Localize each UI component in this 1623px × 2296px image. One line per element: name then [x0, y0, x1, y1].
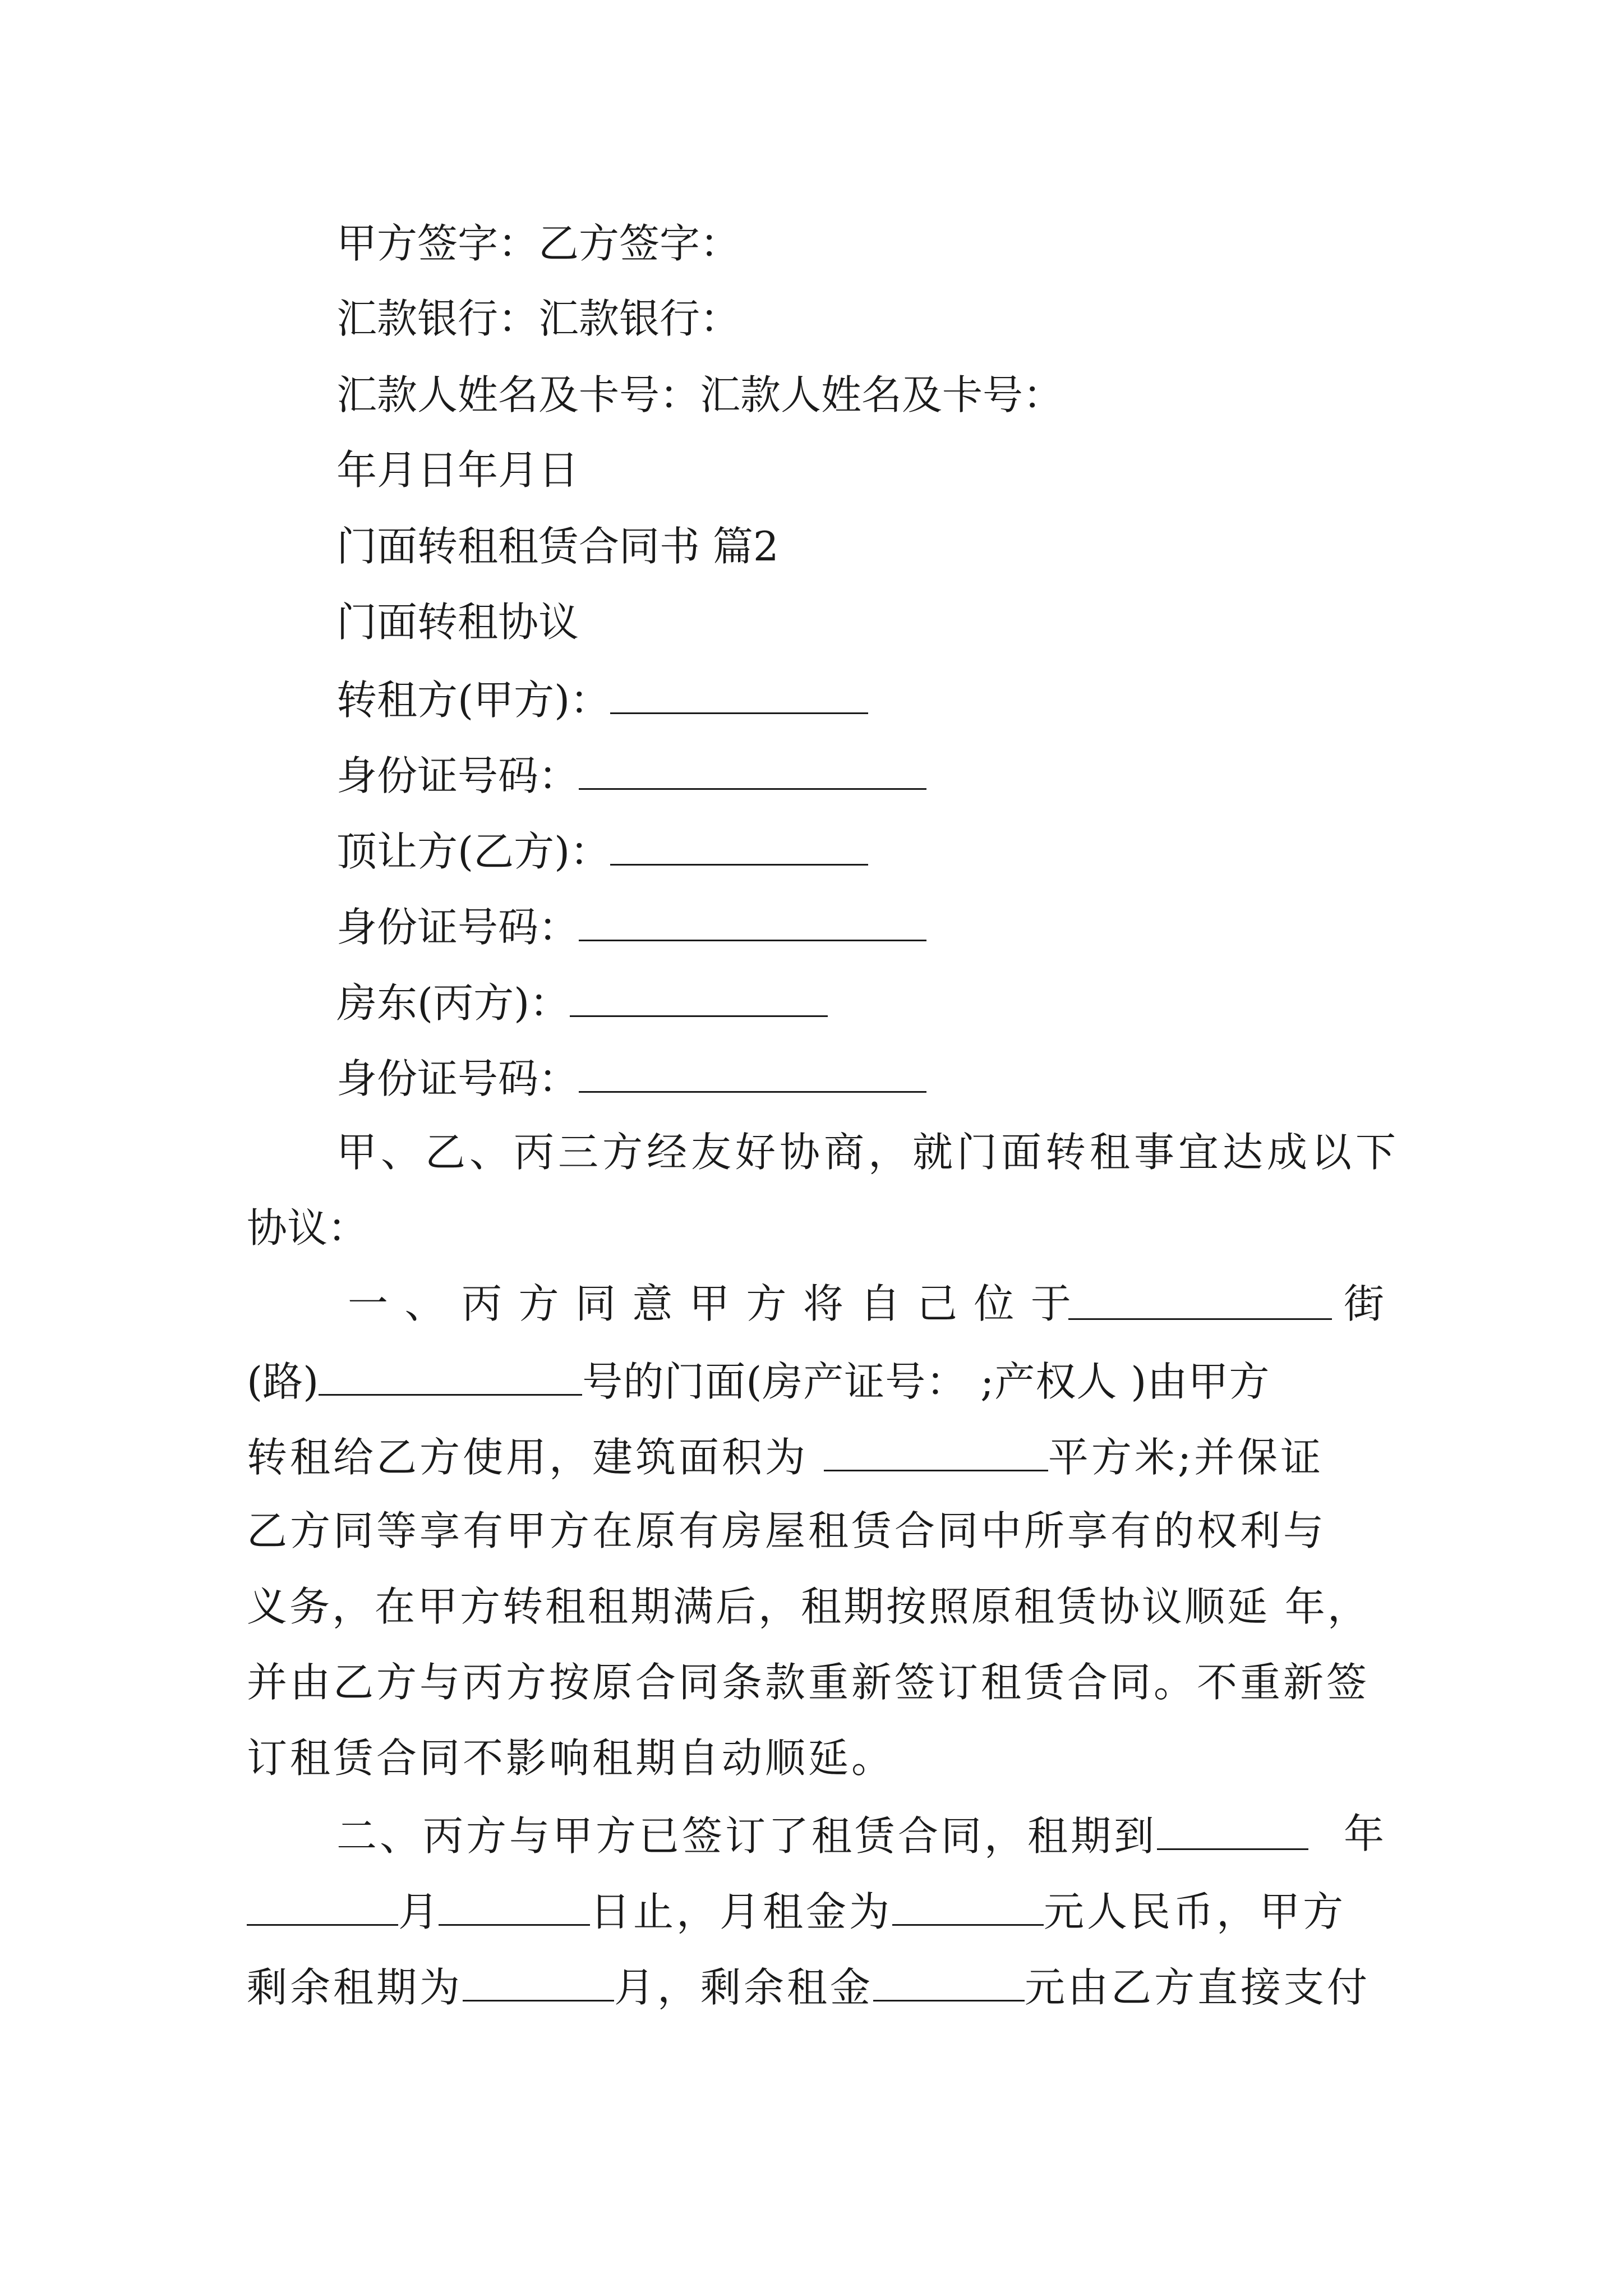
clause1-line-5: 义务，在甲方转租租期满后，租期按照原租赁协议顺延 年， [247, 1583, 1370, 1630]
clause1-char: 将 [803, 1280, 843, 1327]
clause1-line-6: 并由乙方与丙方按原合同条款重新签订租赁合同。不重新签 [247, 1659, 1370, 1706]
intro-line-1 [336, 1129, 1400, 1176]
clause1-char: 一 [348, 1280, 389, 1327]
clause1-char: 方 [746, 1280, 787, 1327]
clause2-line-1 [336, 1812, 1308, 1860]
clause1-line-7: 订租赁合同不影响租期自动顺延。 [247, 1734, 895, 1782]
party-c-label: 房东(丙方)： [336, 979, 570, 1027]
clause2-term-label: 二、丙方与甲方已签订了租赁合同，租期到 [336, 1812, 1158, 1860]
clause1-street-blank-wrap [1068, 1283, 1332, 1326]
clause1-char: 丙 [461, 1280, 502, 1327]
clause2-rent-blank [892, 1889, 1044, 1926]
clause2-month-blank [247, 1889, 398, 1926]
date-line: 年月日年月日 [336, 447, 579, 494]
clause1-char: 方 [518, 1280, 559, 1327]
clause2-payment-label: 元由乙方直接支付 [1025, 1964, 1371, 2011]
bank-line: 汇款银行：汇款银行： [336, 295, 741, 342]
clause1-number-blank [319, 1359, 582, 1396]
clause2-remaining-term-label: 剩余租期为 [247, 1964, 463, 2011]
clause2-year-char: 年 [1344, 1810, 1385, 1857]
clause1-char: 自 [860, 1280, 901, 1327]
party-a-id-blank [579, 753, 926, 790]
agreement-title: 门面转租协议 [336, 599, 579, 646]
clause2-line-3 [247, 1964, 1371, 2011]
clause1-road-label: (路) [247, 1358, 319, 1405]
party-c-blank [570, 981, 828, 1017]
clause1-area-label: 转租给乙方使用，建筑面积为 [247, 1434, 824, 1481]
clause2-remaining-term-blank [463, 1965, 614, 2001]
clause1-line-1-chars [348, 1280, 1071, 1327]
clause1-area-unit: 平方米;并保证 [1048, 1434, 1324, 1481]
clause2-line-2 [247, 1888, 1347, 1935]
clause1-street-char: 街 [1344, 1280, 1385, 1327]
clause1-char: 、 [404, 1280, 445, 1327]
clause2-currency-label: 元人民币，甲方 [1044, 1888, 1347, 1935]
party-c-id-blank [579, 1056, 926, 1093]
clause1-line-2 [247, 1358, 1270, 1405]
account-line: 汇款人姓名及卡号：汇款人姓名及卡号： [336, 371, 1064, 418]
party-c-line [336, 979, 828, 1027]
clause1-char: 甲 [689, 1280, 730, 1327]
clause1-area-blank [824, 1435, 1048, 1471]
party-b-id-line [336, 904, 926, 951]
clause1-premises-text: 号的门面(房产证号： ;产权人 )由甲方 [582, 1358, 1270, 1405]
clause2-remaining-rent-blank [873, 1965, 1025, 2001]
clause2-year-blank [1157, 1814, 1308, 1850]
clause1-line-4: 乙方同等享有甲方在原有房屋租赁合同中所享有的权利与 [247, 1507, 1327, 1554]
clause2-remaining-rent-label: 月，剩余租金 [614, 1964, 874, 2011]
clause1-street-blank [1068, 1283, 1332, 1320]
intro-text: 甲、乙、丙三方经友好协商，就门面转租事宜达成以下 [336, 1129, 1400, 1176]
signature-line: 甲方签字：乙方签字： [336, 220, 741, 267]
party-b-id-label: 身份证号码： [336, 904, 579, 951]
clause1-char: 意 [632, 1280, 673, 1327]
party-a-id-line [336, 752, 926, 799]
party-a-label: 转租方(甲方)： [336, 677, 611, 724]
intro-line-2: 协议： [247, 1204, 368, 1251]
document-title: 门面转租租赁合同书 篇2 [336, 523, 779, 570]
party-a-line [336, 677, 868, 724]
party-a-blank [610, 678, 868, 714]
clause1-char: 同 [575, 1280, 616, 1327]
clause2-day-blank [439, 1889, 590, 1926]
party-b-line [336, 828, 868, 875]
clause2-month-label: 月 [398, 1888, 439, 1935]
clause1-char: 于 [1030, 1280, 1071, 1327]
clause1-char: 己 [916, 1280, 957, 1327]
clause2-rent-label: 日止，月租金为 [590, 1888, 893, 1935]
clause1-line-3 [247, 1434, 1324, 1481]
party-b-blank [610, 829, 868, 866]
clause1-char: 位 [974, 1280, 1015, 1327]
party-c-id-label: 身份证号码： [336, 1055, 579, 1102]
party-a-id-label: 身份证号码： [336, 752, 579, 799]
party-b-id-blank [579, 905, 926, 941]
party-c-id-line [336, 1055, 926, 1102]
party-b-label: 顶让方(乙方)： [336, 828, 611, 875]
